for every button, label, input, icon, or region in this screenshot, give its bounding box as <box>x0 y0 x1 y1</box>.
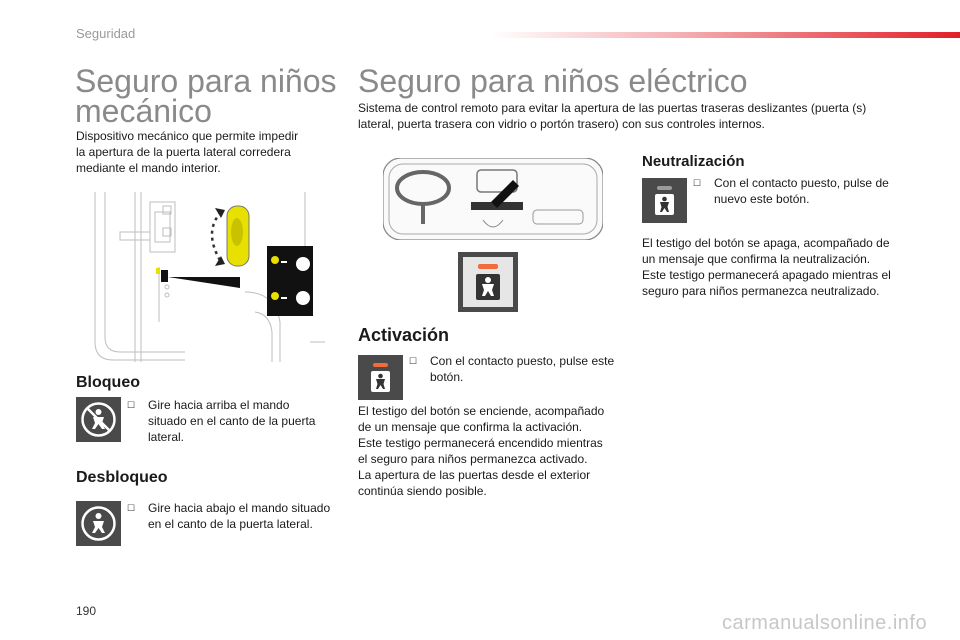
intro-line: la apertura de la puerta lateral corredera <box>76 145 291 159</box>
door-lock-illustration <box>75 192 325 364</box>
instruction-line: Con el contacto puesto, pulse este <box>430 354 615 368</box>
instruction-line: Con el contacto puesto, pulse de <box>714 176 889 190</box>
child-lock-button-on-icon <box>358 355 403 400</box>
child-lock-button-on <box>458 252 518 312</box>
bullet-icon: ☐ <box>693 178 702 188</box>
instruction-line: en el canto de la puerta lateral. <box>148 517 313 531</box>
description-line: El testigo del botón se enciende, acompañado <box>358 404 605 418</box>
activation-button-tile <box>358 355 403 400</box>
instruction-line: situado en el canto de la puerta <box>148 414 316 428</box>
lock-heading: Bloqueo <box>76 374 140 391</box>
neutralization-instruction <box>693 175 929 207</box>
unlock-heading: Desbloqueo <box>76 469 168 486</box>
bullet-icon: ☐ <box>127 503 136 513</box>
neutralization-heading: Neutralización <box>642 153 745 170</box>
electric-intro <box>358 100 918 132</box>
activation-heading: Activación <box>358 325 450 345</box>
mechanical-lock-title <box>75 63 345 129</box>
lock-instruction <box>127 397 358 445</box>
instruction-line: nuevo este botón. <box>714 192 810 206</box>
neutralization-description <box>642 235 917 299</box>
instruction-line: Gire hacia arriba el mando <box>148 398 290 412</box>
description-line: el seguro para niños permanezca activado. <box>358 452 588 466</box>
intro-line: Sistema de control remoto para evitar la apertura de las puertas traseras deslizantes (puerta (s) <box>358 101 867 115</box>
electric-lock-title: Seguro para niños eléctrico <box>358 63 748 99</box>
mechanical-intro <box>76 128 346 176</box>
child-icon <box>76 501 121 546</box>
child-lock-button-off-icon <box>642 178 687 223</box>
description-line: Este testigo permanecerá encendido mientras <box>358 436 603 450</box>
description-line: La apertura de las puertas desde el exterior <box>358 468 591 482</box>
description-line: de un mensaje que confirma la activación. <box>358 420 583 434</box>
instruction-line: Gire hacia abajo el mando situado <box>148 501 331 515</box>
description-line: continúa siendo posible. <box>358 484 487 498</box>
intro-line: lateral, puerta trasera con vidrio o portón trasero) con sus controles internos. <box>358 117 765 131</box>
description-line: Este testigo permanecerá apagado mientras el <box>642 268 891 282</box>
description-line: un mensaje que confirma la neutralización. <box>642 252 871 266</box>
dashboard-illustration <box>383 158 603 240</box>
title-line-1: Seguro para niños <box>75 63 337 99</box>
watermark: carmanualsonline.info <box>722 612 928 634</box>
child-lock-icon-tile <box>76 397 121 442</box>
child-lock-button-icon <box>458 252 518 312</box>
page-number: 190 <box>76 604 97 618</box>
description-line: seguro para niños permanezca neutralizado. <box>642 284 880 298</box>
neutralization-button-tile <box>642 178 687 223</box>
title-line-2: mecánico <box>75 93 212 129</box>
instruction-line: botón. <box>430 370 464 384</box>
intro-line: Dispositivo mecánico que permite impedir <box>76 129 299 143</box>
bullet-icon: ☐ <box>409 356 418 366</box>
intro-line: mediante el mando interior. <box>76 161 221 175</box>
bullet-icon: ☐ <box>127 400 136 410</box>
child-lock-crossed-icon <box>76 397 121 442</box>
section-label: Seguridad <box>76 26 136 41</box>
header-accent-bar <box>490 32 960 38</box>
description-line: El testigo del botón se apaga, acompañado de <box>642 236 890 250</box>
activation-description <box>358 403 628 499</box>
child-unlock-icon-tile <box>76 501 121 546</box>
activation-instruction <box>409 353 645 385</box>
instruction-line: lateral. <box>148 430 185 444</box>
unlock-instruction <box>127 500 363 532</box>
